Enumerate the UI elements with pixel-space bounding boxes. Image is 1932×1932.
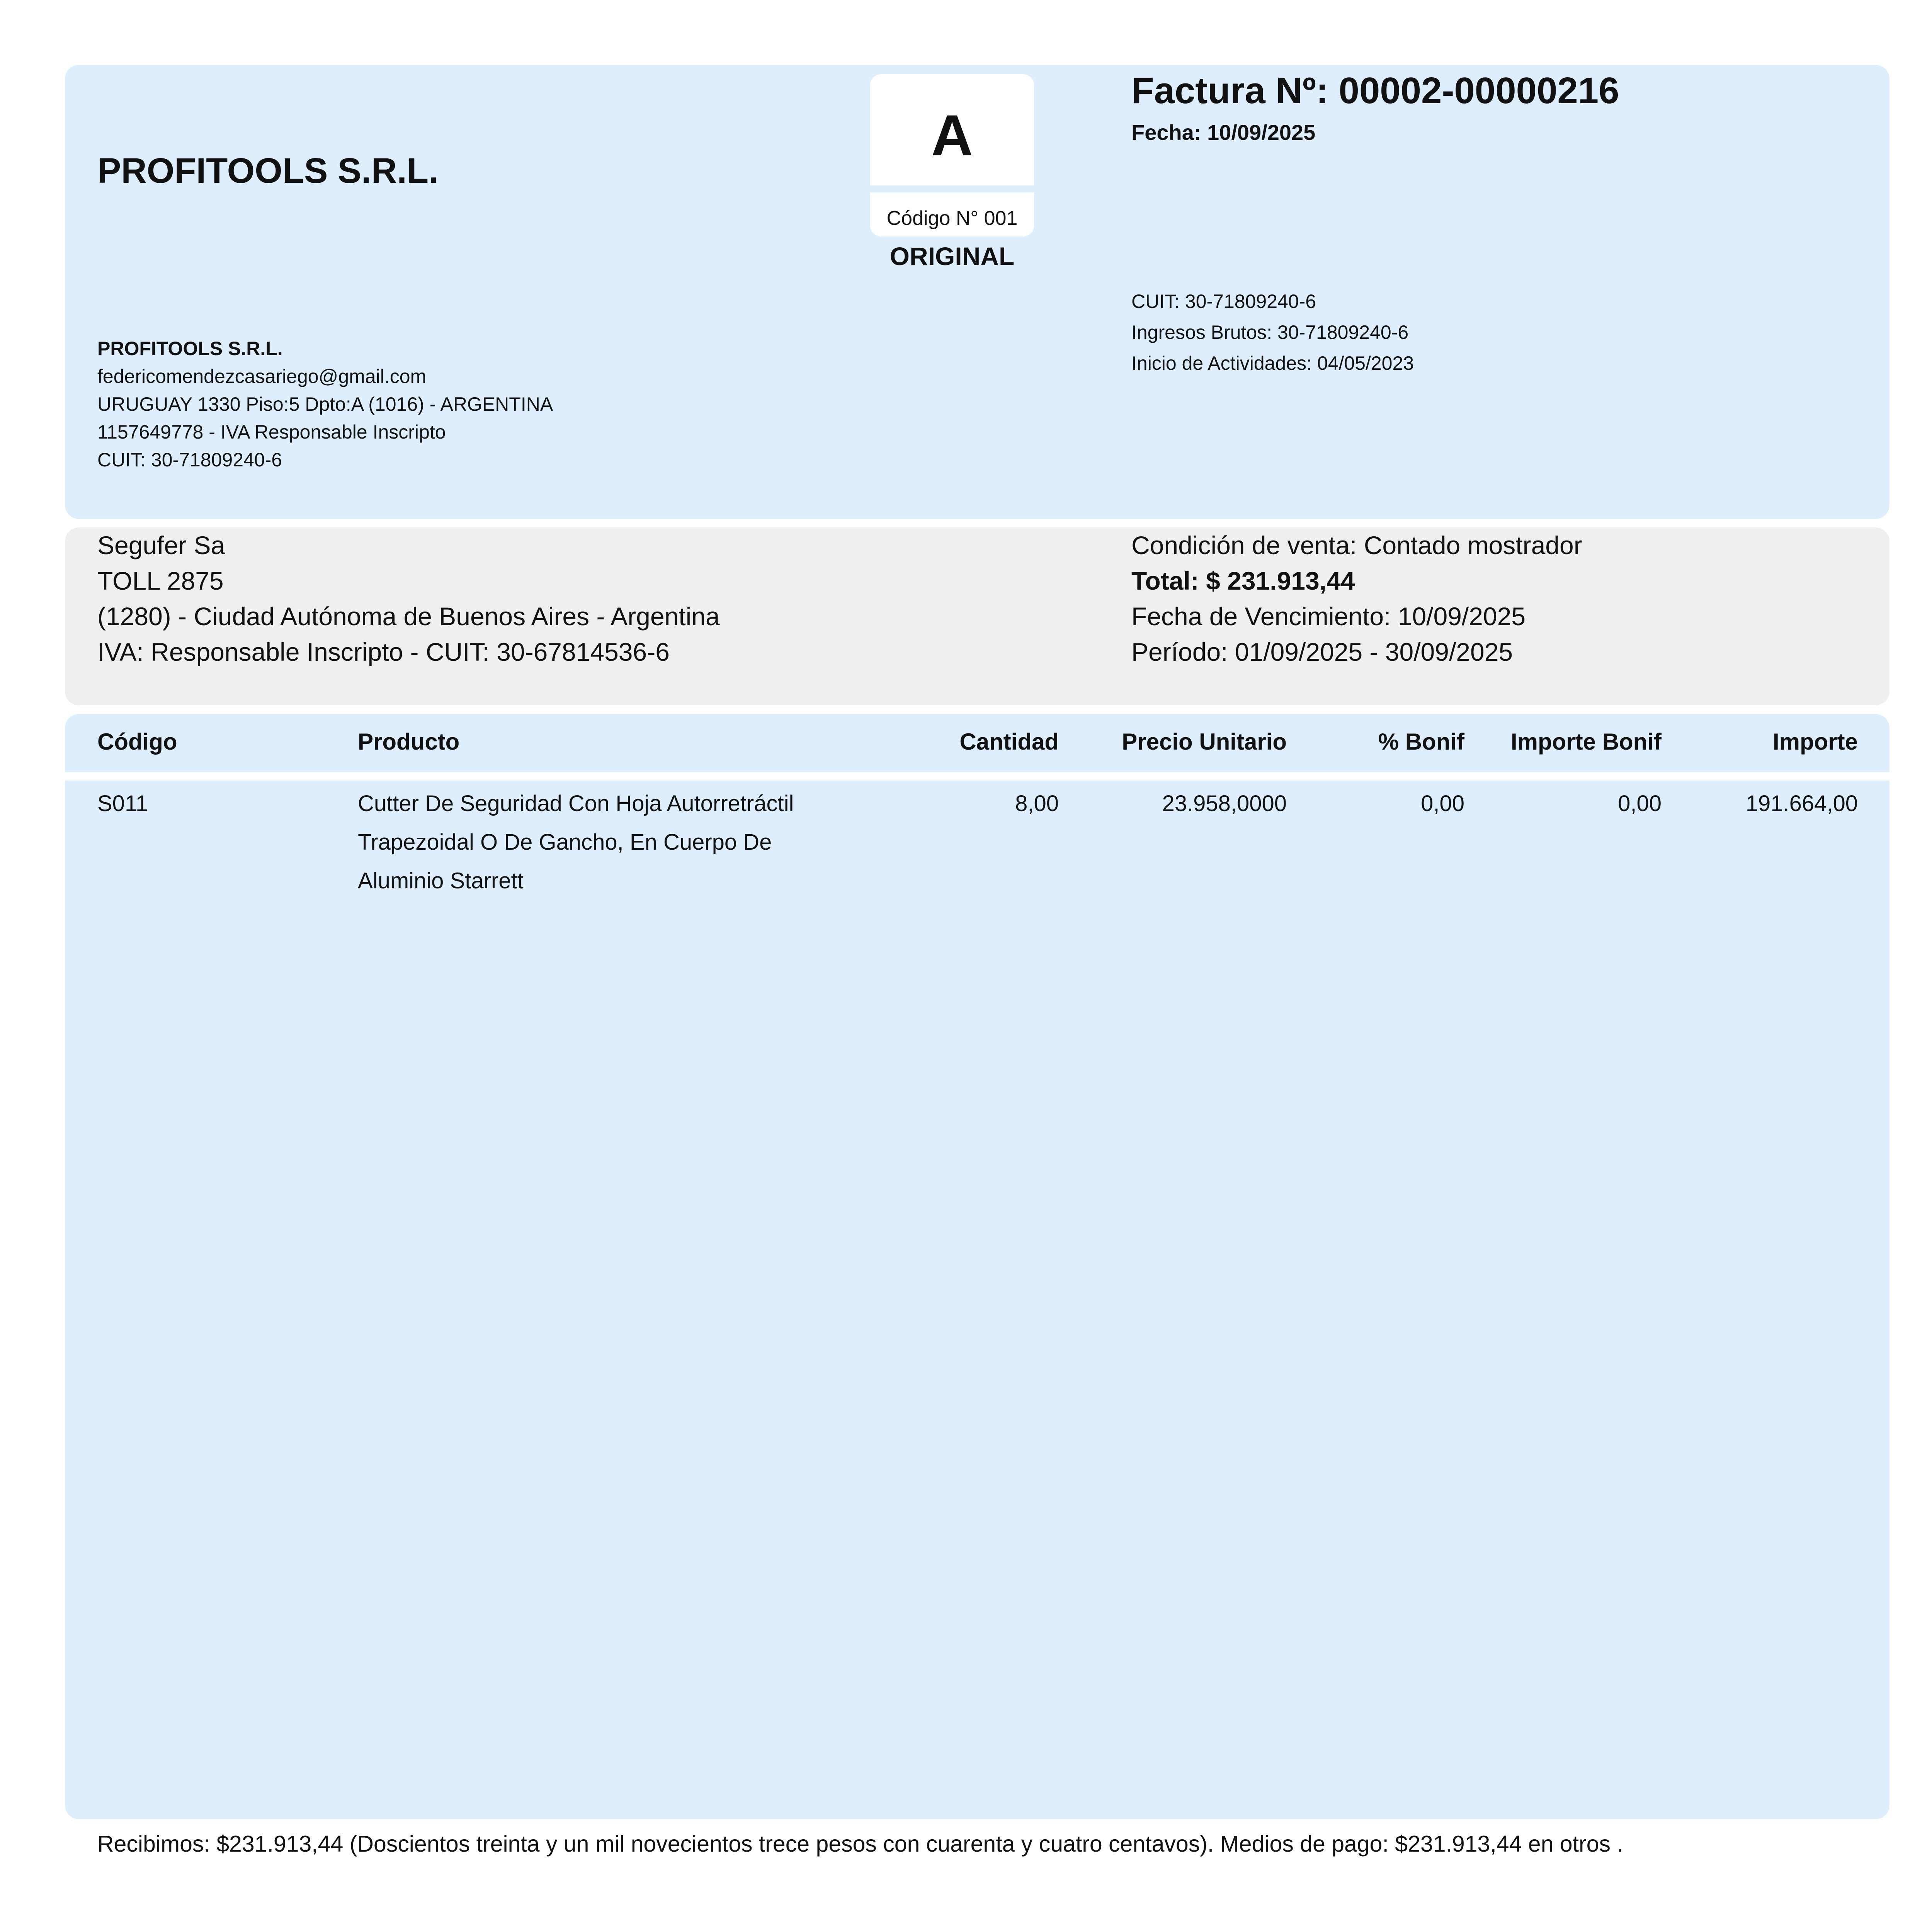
col-header-importe-bonif: Importe Bonif bbox=[1511, 729, 1662, 755]
tax-cuit: CUIT: 30-71809240-6 bbox=[1131, 291, 1316, 312]
items-body-panel bbox=[65, 781, 1889, 1819]
row-cantidad: 8,00 bbox=[1015, 791, 1059, 816]
client-iva: IVA: Responsable Inscripto - CUIT: 30-67814536-6 bbox=[97, 638, 670, 666]
col-header-codigo: Código bbox=[97, 729, 177, 755]
codigo-label: Código N° 001 bbox=[886, 207, 1018, 230]
col-header-precio: Precio Unitario bbox=[1122, 729, 1287, 755]
period: Período: 01/09/2025 - 30/09/2025 bbox=[1131, 638, 1513, 666]
received-text: Recibimos: $231.913,44 (Doscientos treinta y un mil novecientos trece pesos con cuarenta y cuatro centavos). Medios de pago: $231.913,44 en otros . bbox=[97, 1831, 1623, 1857]
issuer-phone-iva: 1157649778 - IVA Responsable Inscripto bbox=[97, 421, 446, 443]
sale-total: Total: $ 231.913,44 bbox=[1131, 566, 1355, 595]
sale-conditions-block bbox=[1131, 527, 1582, 670]
row-producto-line-2: Trapezoidal O De Gancho, En Cuerpo De bbox=[358, 830, 772, 855]
due-date: Fecha de Vencimiento: 10/09/2025 bbox=[1131, 602, 1526, 631]
table-row bbox=[0, 784, 1932, 900]
col-header-cantidad: Cantidad bbox=[959, 729, 1059, 755]
tax-ingresos-brutos: Ingresos Brutos: 30-71809240-6 bbox=[1131, 321, 1409, 343]
row-producto-line-3: Aluminio Starrett bbox=[358, 868, 524, 893]
tax-info-block bbox=[1131, 286, 1414, 379]
letter-box-divider bbox=[870, 185, 1034, 192]
copy-type: ORIGINAL bbox=[889, 242, 1015, 270]
client-block bbox=[97, 527, 720, 670]
col-header-bonif: % Bonif bbox=[1378, 729, 1464, 755]
sale-condition: Condición de venta: Contado mostrador bbox=[1131, 531, 1582, 560]
row-importe-bonif: 0,00 bbox=[1618, 791, 1662, 816]
issuer-cuit: CUIT: 30-71809240-6 bbox=[97, 449, 282, 471]
col-header-producto: Producto bbox=[358, 729, 460, 755]
issuer-block bbox=[97, 335, 553, 474]
row-bonif: 0,00 bbox=[1421, 791, 1464, 816]
client-city: (1280) - Ciudad Autónoma de Buenos Aires - Argentina bbox=[97, 602, 720, 631]
issuer-name: PROFITOOLS S.R.L. bbox=[97, 338, 283, 359]
client-name: Segufer Sa bbox=[97, 531, 225, 560]
row-codigo: S011 bbox=[97, 791, 148, 816]
row-producto bbox=[358, 784, 794, 900]
row-precio: 23.958,0000 bbox=[1162, 791, 1287, 816]
client-street: TOLL 2875 bbox=[97, 566, 224, 595]
issuer-email: federicomendezcasariego@gmail.com bbox=[97, 366, 427, 387]
row-importe: 191.664,00 bbox=[1745, 791, 1858, 816]
tax-inicio-actividades: Inicio de Actividades: 04/05/2023 bbox=[1131, 352, 1414, 374]
invoice-title: Factura Nº: 00002-00000216 bbox=[1131, 70, 1619, 111]
invoice-date: Fecha: 10/09/2025 bbox=[1131, 120, 1316, 145]
company-name: PROFITOOLS S.R.L. bbox=[97, 151, 439, 190]
issuer-address: URUGUAY 1330 Piso:5 Dpto:A (1016) - ARGENTINA bbox=[97, 393, 553, 415]
col-header-importe: Importe bbox=[1772, 729, 1858, 755]
invoice-letter: A bbox=[931, 103, 973, 168]
row-producto-line-1: Cutter De Seguridad Con Hoja Autorretráctil bbox=[358, 791, 794, 816]
